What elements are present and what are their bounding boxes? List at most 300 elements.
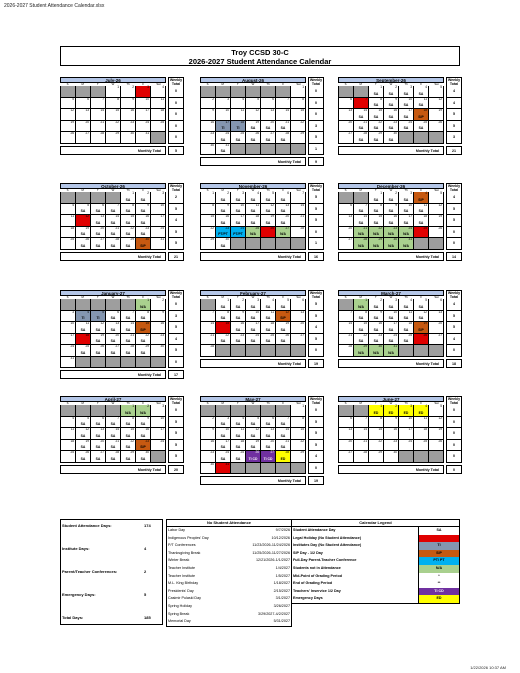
no-attendance-row: [167, 527, 291, 535]
month-header: [200, 396, 324, 405]
week-row: [200, 98, 324, 110]
district-name: Troy CCSD 30-C: [231, 48, 289, 57]
weekday-label: S: [206, 188, 209, 192]
monthly-total-row: [200, 476, 324, 485]
day-code: SA: [220, 197, 226, 202]
day-number: 28: [100, 131, 104, 135]
day-code: SA: [388, 304, 394, 309]
day-cell: [121, 451, 136, 463]
day-number: 19: [255, 119, 259, 124]
day-number: 15: [300, 108, 304, 112]
weekday-label: F: [420, 188, 423, 192]
weekly-total-value: 5: [308, 132, 324, 144]
day-cell: [291, 132, 306, 144]
week-row: [60, 428, 184, 440]
day-number: 4: [87, 309, 89, 314]
monthly-total-row: [60, 252, 184, 261]
day-number: 27: [348, 237, 352, 241]
day-code: SA: [265, 327, 271, 332]
day-code: SA: [125, 327, 131, 332]
empty-day-cell: [399, 451, 414, 463]
day-code: SA: [125, 445, 131, 449]
day-code: SA: [403, 103, 409, 107]
day-number: 22: [145, 332, 149, 337]
day-number: 30: [130, 131, 134, 135]
day-number: 18: [240, 438, 244, 443]
weekly-total-value: 0: [446, 451, 462, 463]
event-name: Teacher Institute: [168, 573, 196, 578]
week-row: [338, 215, 462, 227]
month-head-left: [200, 290, 306, 299]
day-number: 29: [378, 450, 382, 454]
day-cell: [429, 428, 444, 440]
day-cell: [369, 428, 384, 440]
day-cell: [151, 238, 166, 250]
week-row: [200, 451, 324, 463]
day-number: 2: [242, 298, 244, 302]
day-number: 26: [255, 131, 259, 135]
day-number: 10: [255, 309, 259, 314]
month-july-26: [60, 77, 184, 155]
monthly-total-value: 21: [168, 252, 184, 261]
weekly-total-value: 5: [446, 215, 462, 227]
day-code: SA: [280, 197, 286, 202]
day-cell: [291, 192, 306, 204]
day-number: 11: [160, 96, 164, 101]
day-cell: [291, 227, 306, 239]
legend-swatch: ED: [418, 595, 459, 603]
day-code: SA: [110, 316, 116, 320]
empty-day-cell: [216, 86, 231, 98]
week-row: [60, 322, 184, 334]
day-number: 2: [395, 404, 397, 408]
week-days: [338, 121, 444, 133]
day-number: 21: [130, 332, 134, 337]
empty-day-cell: [91, 299, 106, 311]
monthly-total-value: 16: [308, 252, 324, 261]
no-attendance-row: [167, 588, 291, 596]
day-number: 30: [160, 344, 164, 348]
weekday-label: Th: [266, 295, 270, 299]
monthly-total-row: [200, 157, 324, 166]
day-number: 15: [145, 321, 149, 325]
weekday-label: W: [111, 188, 115, 192]
day-cell: [414, 192, 429, 204]
day-cell: [151, 121, 166, 133]
day-number: 12: [270, 202, 274, 207]
day-code: SA: [220, 456, 226, 461]
day-number: 18: [70, 438, 74, 443]
monthly-total-value: 21: [446, 146, 462, 155]
day-code: SA: [403, 220, 409, 225]
weekly-total-value: 4: [446, 86, 462, 98]
weekly-total-value: 4: [446, 98, 462, 110]
day-cell: [414, 215, 429, 227]
day-code: SA: [265, 304, 271, 309]
day-number: 19: [438, 427, 442, 431]
day-cell: [106, 215, 121, 227]
day-code: SA: [235, 220, 241, 225]
day-number: 11: [270, 309, 274, 314]
day-number: 11: [70, 427, 74, 431]
day-cell: [91, 238, 106, 250]
day-number: 12: [423, 309, 427, 314]
day-number: 16: [393, 108, 397, 112]
weekly-total-header: Weekly Total: [169, 397, 183, 405]
day-code: SA: [358, 220, 364, 225]
week-days: [60, 334, 166, 346]
day-cell: [231, 132, 246, 144]
week-days: [200, 86, 306, 98]
weekday-label: W: [111, 295, 115, 299]
weekly-total-value: 0: [168, 405, 184, 417]
day-cell: [369, 215, 384, 227]
stat-label: Student Attendance Days:: [62, 523, 112, 528]
day-number: 16: [225, 214, 229, 218]
day-code: N/A: [388, 243, 394, 248]
day-code: TI: [221, 126, 225, 130]
weekly-total-value: 0: [168, 357, 184, 369]
day-code: SA: [110, 327, 116, 332]
week-row: [338, 132, 462, 144]
week-row: [60, 417, 184, 429]
day-number: 3: [162, 191, 164, 195]
day-number: 1: [380, 85, 382, 89]
weekly-total-value: 0: [446, 405, 462, 417]
day-cell: [231, 192, 246, 204]
week-row: [200, 428, 324, 440]
day-code: SA: [140, 350, 146, 355]
weekday-label: S: [344, 295, 347, 299]
day-cell: [91, 451, 106, 463]
day-number: 9: [395, 202, 397, 207]
day-number: 17: [255, 321, 259, 325]
day-number: 8: [147, 309, 149, 314]
day-number: 8: [365, 309, 367, 314]
week-days: [338, 440, 444, 452]
empty-day-cell: [151, 132, 166, 144]
event-name: M.L. King Birthday: [168, 581, 199, 586]
day-number: 9: [380, 309, 382, 314]
day-code: SA: [373, 103, 379, 107]
week-days: [200, 109, 306, 121]
day-number: 20: [300, 321, 304, 325]
day-number: 30: [393, 237, 397, 241]
week-row: [200, 86, 324, 98]
day-cell: [414, 428, 429, 440]
day-code: SA: [220, 422, 226, 426]
day-number: 20: [100, 438, 104, 443]
day-cell: [414, 86, 429, 98]
day-code: SA: [403, 316, 409, 320]
empty-day-cell: [246, 405, 261, 417]
weekly-total-value: 5: [168, 417, 184, 429]
weekday-label: S: [344, 82, 347, 86]
monthly-total-value: 14: [446, 252, 462, 261]
day-number: 22: [300, 119, 304, 124]
event-date: 1/4/2027: [275, 565, 290, 570]
day-code: SA: [235, 209, 241, 213]
day-code: SA: [110, 209, 116, 213]
day-cell: [414, 109, 429, 121]
event-date: 9/7/2026: [275, 528, 290, 532]
week-row: [338, 109, 462, 121]
week-days: [200, 227, 306, 239]
monthly-total-label: Monthly Total: [338, 146, 444, 155]
weekday-label: Th: [404, 295, 408, 299]
weekday-label: M: [221, 295, 224, 299]
day-cell: [61, 132, 76, 144]
weekly-total-value: 0: [308, 405, 324, 417]
weekday-label: F: [282, 82, 285, 86]
day-code: SA: [388, 209, 394, 213]
day-number: 30: [210, 142, 214, 147]
legend-row: [292, 588, 459, 596]
day-code: SA: [80, 350, 86, 355]
day-cell: [399, 440, 414, 452]
day-code: SA: [235, 422, 241, 426]
day-number: 18: [423, 427, 427, 431]
empty-day-cell: [429, 345, 444, 357]
day-number: 23: [225, 225, 229, 230]
day-number: 7: [302, 191, 304, 195]
empty-day-cell: [414, 238, 429, 250]
day-code: SA: [220, 220, 226, 225]
day-cell: [151, 440, 166, 452]
day-number: 19: [438, 108, 442, 112]
empty-day-cell: [106, 192, 121, 204]
day-number: 8: [117, 96, 119, 101]
day-number: 9: [147, 202, 149, 207]
day-code: SA: [220, 137, 226, 142]
weekday-label: T: [96, 82, 99, 86]
week-days: [338, 311, 444, 323]
day-number: 29: [115, 131, 119, 135]
weekday-label: Th: [404, 188, 408, 192]
week-days: [60, 238, 166, 250]
day-cell: [121, 322, 136, 334]
day-number: 26: [70, 131, 74, 135]
day-cell: [339, 322, 354, 334]
monthly-total-value: 5: [168, 146, 184, 155]
week-days: [200, 215, 306, 227]
day-code: TI: [236, 126, 240, 130]
stat-row: [61, 578, 162, 590]
weekly-total-value: 5: [446, 322, 462, 334]
day-code: SA: [373, 114, 379, 119]
stat-value: [144, 555, 162, 567]
day-number: 10: [160, 202, 164, 207]
legend-label: Institutes Day (No Student Attendance): [293, 543, 362, 548]
day-number: 13: [285, 202, 289, 207]
day-code: SA: [418, 316, 424, 320]
day-code: SA: [250, 209, 256, 213]
day-number: 12: [100, 321, 104, 325]
monthly-total-label: Monthly Total: [200, 157, 306, 166]
day-number: 4: [272, 298, 274, 302]
day-number: 26: [255, 450, 259, 454]
week-days: [60, 121, 166, 133]
event-name: Memorial Day: [168, 619, 191, 624]
day-cell: [414, 334, 429, 346]
weekly-total-value: 5: [446, 109, 462, 121]
day-code: SA: [250, 197, 256, 202]
day-code: N/A: [403, 243, 409, 248]
weekday-label: T: [96, 188, 99, 192]
day-cell: [414, 121, 429, 133]
weekly-total-header: Weekly Total: [309, 291, 323, 299]
month-head-left: [60, 290, 166, 299]
week-days: [60, 357, 166, 369]
week-days: [338, 322, 444, 334]
weekly-total-value: 5: [308, 192, 324, 204]
day-code: SA: [95, 422, 101, 426]
day-code: SA: [358, 327, 364, 332]
empty-day-cell: [354, 405, 369, 417]
day-number: 24: [225, 131, 229, 135]
day-cell: [151, 322, 166, 334]
day-number: 3: [227, 415, 229, 420]
day-number: 11: [240, 108, 244, 112]
weekday-label: S: [66, 82, 69, 86]
event-name: Winter Break: [168, 558, 190, 563]
month-name: September-26: [338, 77, 444, 83]
day-number: 4: [425, 191, 427, 195]
stat-row: [61, 555, 162, 567]
day-number: 24: [145, 119, 149, 124]
day-number: 23: [393, 225, 397, 230]
day-code: SA: [388, 114, 394, 119]
day-cell: [384, 428, 399, 440]
month-header: [60, 183, 184, 192]
day-number: 9: [147, 415, 149, 420]
day-number: 6: [117, 309, 119, 314]
legend-row: [292, 573, 459, 581]
empty-day-cell: [429, 451, 444, 463]
day-cell: [121, 428, 136, 440]
legend-swatch: PT/ PT: [418, 557, 459, 565]
day-number: 23: [393, 438, 397, 443]
day-number: 24: [225, 450, 229, 454]
day-code: N/A: [358, 350, 364, 355]
day-code: N/A: [140, 410, 146, 415]
weekly-total-value: 0: [308, 86, 324, 98]
day-cell: [106, 345, 121, 357]
month-head-left: [338, 183, 444, 192]
day-number: 3: [410, 404, 412, 408]
day-number: 8: [380, 96, 382, 101]
weekly-total-value: 5: [168, 440, 184, 452]
week-days: [60, 204, 166, 216]
day-number: 18: [423, 214, 427, 218]
weekly-total-value: 0: [168, 86, 184, 98]
day-cell: [246, 322, 261, 334]
legend-label: Emergency Days: [293, 596, 323, 601]
weekday-label: T: [374, 82, 377, 86]
week-days: [338, 299, 444, 311]
day-cell: [384, 215, 399, 227]
week-row: [60, 311, 184, 323]
day-number: 24: [70, 344, 74, 348]
weekly-total-value: 4: [446, 192, 462, 204]
day-number: 29: [130, 237, 134, 241]
day-number: 27: [438, 332, 442, 337]
stat-value: [144, 578, 162, 590]
day-number: 18: [423, 108, 427, 112]
day-number: 28: [115, 237, 119, 241]
no-attendance-table: [166, 519, 292, 627]
day-cell: [136, 192, 151, 204]
legend-swatch: TI CD: [418, 588, 459, 596]
day-code: SA: [265, 445, 271, 449]
day-code: TI CD: [248, 456, 258, 461]
empty-day-cell: [339, 192, 354, 204]
day-number: 13: [100, 427, 104, 431]
day-number: 21: [100, 119, 104, 124]
day-number: 2: [227, 191, 229, 195]
day-number: 15: [225, 321, 229, 325]
day-number: 7: [117, 202, 119, 207]
day-number: 11: [70, 214, 74, 218]
week-row: [338, 345, 462, 357]
day-code: SA: [388, 197, 394, 202]
weekly-total-value: 0: [446, 417, 462, 429]
day-code: SA: [110, 220, 116, 225]
weekday-label: F: [142, 188, 145, 192]
day-code: SA: [140, 316, 146, 320]
weekly-total-value: 0: [446, 428, 462, 440]
week-days: [200, 238, 306, 250]
weekly-total-value: 5: [446, 311, 462, 323]
empty-day-cell: [399, 345, 414, 357]
day-code: ED: [280, 456, 286, 461]
day-code: SA: [403, 304, 409, 309]
legend-row: [292, 527, 459, 535]
day-number: 19: [270, 214, 274, 218]
day-code: TI CD: [263, 456, 273, 461]
legend-swatch: N/A: [418, 565, 459, 573]
week-days: [338, 238, 444, 250]
day-code: SA: [220, 209, 226, 213]
day-number: 4: [242, 96, 244, 101]
day-cell: [291, 334, 306, 346]
day-number: 10: [225, 427, 229, 431]
day-cell: [201, 451, 216, 463]
stat-value: 185: [144, 615, 151, 620]
month-head-left: [338, 77, 444, 86]
week-row: [200, 238, 324, 250]
weekday-label: T: [374, 295, 377, 299]
weekday-label: T: [236, 295, 239, 299]
empty-day-cell: [276, 463, 291, 475]
day-code: SA: [388, 327, 394, 332]
day-number: 7: [365, 415, 367, 420]
day-number: 25: [408, 332, 412, 337]
day-number: 28: [285, 450, 289, 454]
day-cell: [354, 322, 369, 334]
week-days: [200, 405, 306, 417]
week-row: [338, 417, 462, 429]
day-code: SA: [250, 327, 256, 332]
day-cell: [216, 428, 231, 440]
week-row: [200, 299, 324, 311]
day-number: 30: [225, 237, 229, 241]
day-code: SA: [388, 316, 394, 320]
day-number: 26: [85, 237, 89, 241]
weekly-total-header: Weekly Total: [169, 78, 183, 86]
day-cell: [216, 144, 231, 156]
event-name: P/T Conferences: [168, 543, 196, 548]
